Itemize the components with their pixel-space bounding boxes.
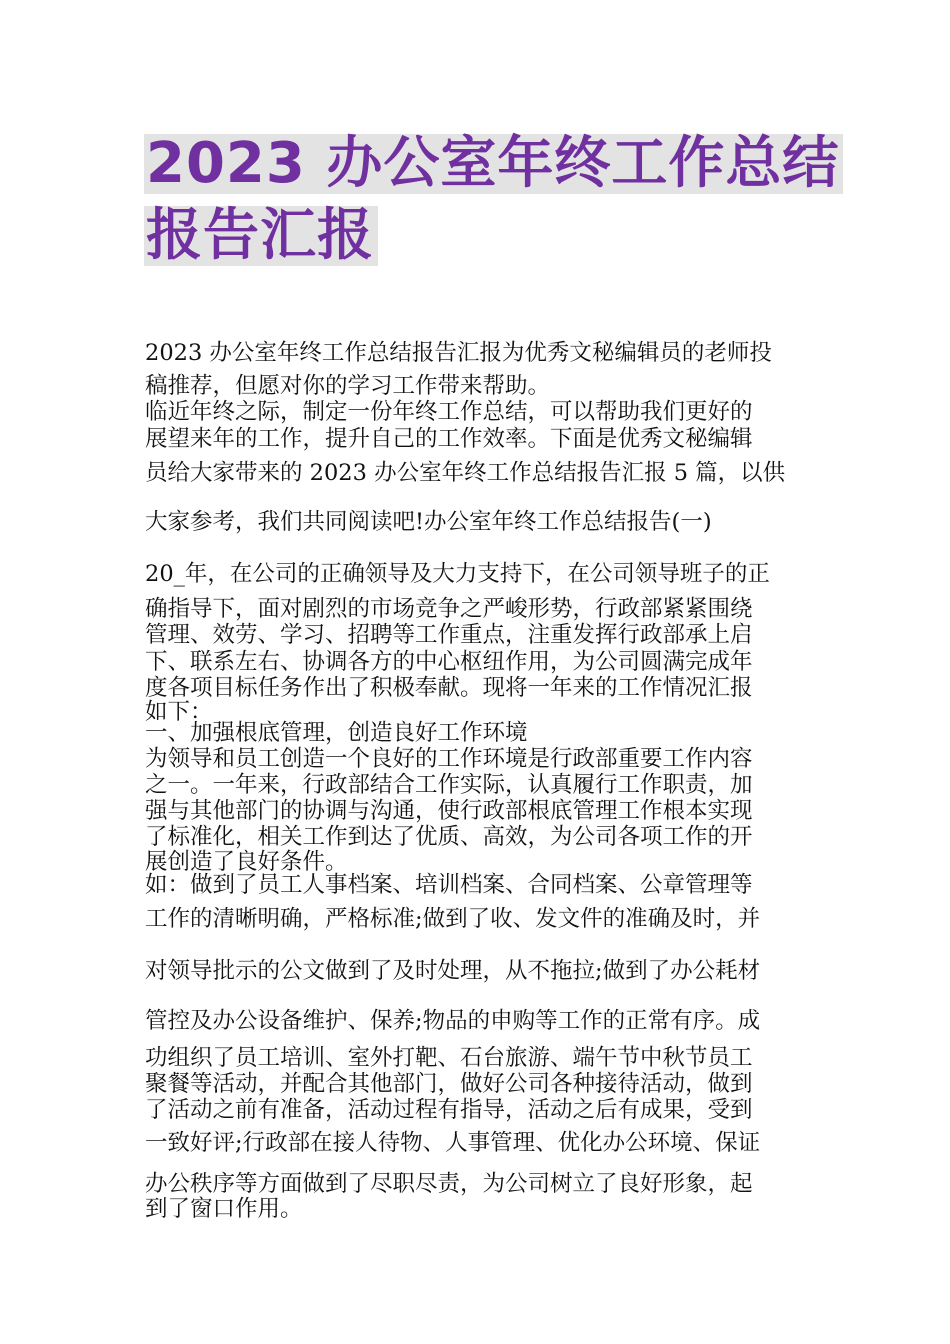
paragraph-line: 20_年，在公司的正确领导及大力支持下，在公司领导班子的正 (145, 561, 770, 587)
paragraph-line: 对领导批示的公文做到了及时处理，从不拖拉;做到了办公耗材 (145, 958, 761, 984)
paragraph-line: 员给大家带来的 2023 办公室年终工作总结报告汇报 5 篇，以供 (145, 460, 786, 486)
document-title-line-2: 报告汇报 (144, 206, 378, 266)
paragraph-line: 下、联系左右、协调各方的中心枢纽作用，为公司圆满完成年 (145, 649, 753, 675)
paragraph-line: 一致好评;行政部在接人待物、人事管理、优化办公环境、保证 (145, 1130, 761, 1156)
paragraph-line: 展望来年的工作，提升自己的工作效率。下面是优秀文秘编辑 (145, 426, 753, 452)
paragraph-line: 聚餐等活动，并配合其他部门，做好公司各种接待活动，做到 (145, 1071, 753, 1097)
paragraph-line: 办公秩序等方面做到了尽职尽责，为公司树立了良好形象，起 (145, 1171, 753, 1197)
paragraph-line: 了活动之前有准备，活动过程有指导，活动之后有成果，受到 (145, 1097, 753, 1123)
paragraph-line: 强与其他部门的协调与沟通，使行政部根底管理工作根本实现 (145, 798, 753, 824)
paragraph-line: 如：做到了员工人事档案、培训档案、合同档案、公章管理等 (145, 872, 753, 898)
paragraph-line: 为领导和员工创造一个良好的工作环境是行政部重要工作内容 (145, 746, 753, 772)
paragraph-line: 管理、效劳、学习、招聘等工作重点，注重发挥行政部承上启 (145, 622, 753, 648)
paragraph-line: 工作的清晰明确，严格标准;做到了收、发文件的准确及时，并 (145, 906, 761, 932)
paragraph-line: 大家参考，我们共同阅读吧!办公室年终工作总结报告(一) (145, 509, 712, 535)
paragraph-line: 展创造了良好条件。 (145, 849, 348, 875)
paragraph-line: 了标准化，相关工作到达了优质、高效，为公司各项工作的开 (145, 824, 753, 850)
section-heading: 一、加强根底管理，创造良好工作环境 (145, 720, 528, 746)
document-title-line-1: 2023 办公室年终工作总结 (144, 134, 843, 194)
paragraph-line: 临近年终之际，制定一份年终工作总结，可以帮助我们更好的 (145, 399, 753, 425)
paragraph-line: 度各项目标任务作出了积极奉献。现将一年来的工作情况汇报 (145, 675, 753, 701)
paragraph-line: 稿推荐，但愿对你的学习工作带来帮助。 (145, 373, 551, 399)
paragraph-line: 到了窗口作用。 (145, 1196, 303, 1222)
paragraph-line: 之一。一年来，行政部结合工作实际，认真履行工作职责，加 (145, 772, 753, 798)
paragraph-line: 管控及办公设备维护、保养;物品的申购等工作的正常有序。成 (145, 1008, 761, 1034)
paragraph-line: 2023 办公室年终工作总结报告汇报为优秀文秘编辑员的老师投 (145, 340, 772, 366)
paragraph-line: 确指导下，面对剧烈的市场竞争之严峻形势，行政部紧紧围绕 (145, 596, 753, 622)
paragraph-line: 如下： (145, 699, 213, 725)
paragraph-line: 功组织了员工培训、室外打靶、石台旅游、端午节中秋节员工 (145, 1045, 753, 1071)
